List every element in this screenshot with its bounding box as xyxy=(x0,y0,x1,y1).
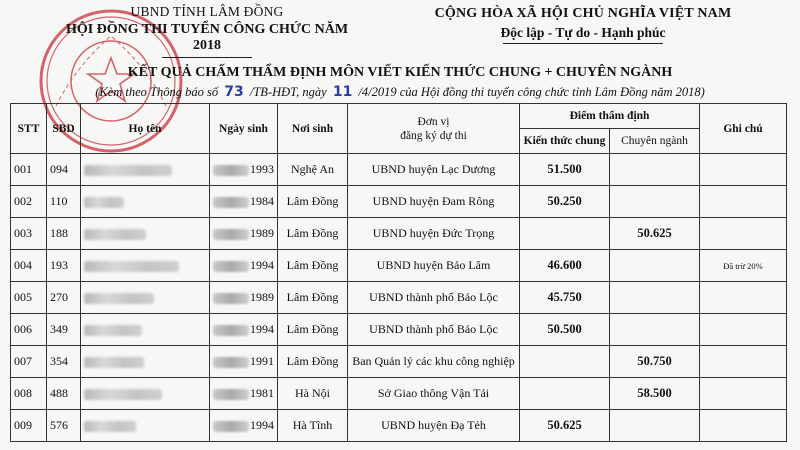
cell-name-redacted xyxy=(81,282,210,314)
unit-header-line1: Đơn vị xyxy=(417,115,450,128)
cell-score-general: 50.625 xyxy=(520,410,610,442)
cell-unit: UBND huyện Lạc Dương xyxy=(348,154,520,186)
cell-pob: Lâm Đồng xyxy=(278,314,348,346)
cell-score-specialized xyxy=(610,410,700,442)
cell-unit: Ban Quản lý các khu công nghiệp xyxy=(348,346,520,378)
cell-unit: UBND huyện Bảo Lâm xyxy=(348,250,520,282)
cell-stt: 006 xyxy=(11,314,47,346)
table-row xyxy=(11,346,787,378)
col-header-sbd: SBD xyxy=(47,104,81,154)
cell-name-redacted xyxy=(81,186,210,218)
birth-year: 1994 xyxy=(250,322,274,336)
redacted-name xyxy=(84,197,124,208)
cell-name-redacted xyxy=(81,154,210,186)
cell-score-general: 46.600 xyxy=(520,250,610,282)
col-header-unit xyxy=(348,104,520,154)
cell-pob: Nghệ An xyxy=(278,154,348,186)
cell-score-general: 50.250 xyxy=(520,186,610,218)
cell-name-redacted xyxy=(81,346,210,378)
cell-unit: UBND huyện Đạ Tẻh xyxy=(348,410,520,442)
redacted-date xyxy=(213,389,249,400)
col-header-stt: STT xyxy=(11,104,47,154)
cell-dob xyxy=(210,378,278,410)
table-row xyxy=(11,154,787,186)
table-row xyxy=(11,282,787,314)
cell-stt: 004 xyxy=(11,250,47,282)
birth-year: 1993 xyxy=(250,162,274,176)
cell-score-general: 50.500 xyxy=(520,314,610,346)
cell-score-specialized xyxy=(610,250,700,282)
table-row xyxy=(11,314,787,346)
cell-stt: 001 xyxy=(11,154,47,186)
redacted-name xyxy=(84,357,144,368)
cell-score-general xyxy=(520,378,610,410)
cell-dob xyxy=(210,346,278,378)
cell-stt: 005 xyxy=(11,282,47,314)
redacted-name xyxy=(84,261,179,272)
cell-score-specialized xyxy=(610,282,700,314)
redacted-name xyxy=(84,389,162,400)
province-committee-name: UBND TỈNH LÂM ĐỒNG xyxy=(130,4,284,19)
redacted-date xyxy=(213,293,249,304)
cell-dob xyxy=(210,154,278,186)
cell-pob: Hà Tĩnh xyxy=(278,410,348,442)
cell-sbd: 488 xyxy=(47,378,81,410)
cell-score-general xyxy=(520,218,610,250)
cell-sbd: 110 xyxy=(47,186,81,218)
cell-pob: Lâm Đồng xyxy=(278,186,348,218)
table-header-row xyxy=(11,104,787,129)
table-row xyxy=(11,410,787,442)
birth-year: 1994 xyxy=(250,258,274,272)
cell-pob: Lâm Đồng xyxy=(278,250,348,282)
redacted-date xyxy=(213,229,249,240)
table-row xyxy=(11,250,787,282)
cell-sbd: 576 xyxy=(47,410,81,442)
redacted-date xyxy=(213,357,249,368)
cell-stt: 009 xyxy=(11,410,47,442)
cell-stt: 007 xyxy=(11,346,47,378)
subtitle-part2: /TB-HĐT, ngày xyxy=(249,85,327,99)
republic-name: CỘNG HÒA XÃ HỘI CHỦ NGHĨA VIỆT NAM xyxy=(434,6,732,21)
cell-note xyxy=(700,282,787,314)
cell-sbd: 349 xyxy=(47,314,81,346)
cell-score-specialized: 50.625 xyxy=(610,218,700,250)
cell-name-redacted xyxy=(81,218,210,250)
cell-score-general xyxy=(520,346,610,378)
document-title: KẾT QUẢ CHẤM THẨM ĐỊNH MÔN VIẾT KIẾN THỨC CHUNG + CHUYÊN NGÀNH xyxy=(127,65,673,80)
cell-name-redacted xyxy=(81,410,210,442)
cell-dob xyxy=(210,410,278,442)
cell-dob xyxy=(210,218,278,250)
cell-stt: 002 xyxy=(11,186,47,218)
col-header-score-general: Kiến thức chung xyxy=(520,129,610,154)
cell-sbd: 354 xyxy=(47,346,81,378)
cell-score-specialized xyxy=(610,314,700,346)
cell-note: Đã trừ 20% xyxy=(700,250,787,282)
cell-unit: UBND huyện Đam Rông xyxy=(348,186,520,218)
national-header xyxy=(388,6,778,44)
cell-dob xyxy=(210,282,278,314)
cell-stt: 008 xyxy=(11,378,47,410)
cell-score-general: 45.750 xyxy=(520,282,610,314)
cell-note xyxy=(700,314,787,346)
birth-year: 1984 xyxy=(250,194,274,208)
col-header-score-specialized: Chuyên ngành xyxy=(610,129,700,154)
cell-sbd: 270 xyxy=(47,282,81,314)
cell-score-specialized xyxy=(610,186,700,218)
col-header-score-group: Điểm thẩm định xyxy=(520,104,700,129)
issuer-header xyxy=(62,4,352,58)
handwritten-day: 11 xyxy=(332,84,353,100)
cell-name-redacted xyxy=(81,250,210,282)
col-header-note: Ghi chú xyxy=(700,104,787,154)
cell-pob: Lâm Đồng xyxy=(278,218,348,250)
cell-note xyxy=(700,154,787,186)
cell-sbd: 094 xyxy=(47,154,81,186)
cell-sbd: 193 xyxy=(47,250,81,282)
cell-note xyxy=(700,186,787,218)
table-row xyxy=(11,218,787,250)
cell-pob: Hà Nội xyxy=(278,378,348,410)
cell-stt: 003 xyxy=(11,218,47,250)
handwritten-notice-number: 73 xyxy=(224,84,244,100)
redacted-name xyxy=(84,421,136,432)
redacted-name xyxy=(84,293,154,304)
cell-note xyxy=(700,346,787,378)
cell-dob xyxy=(210,250,278,282)
cell-note xyxy=(700,410,787,442)
motto-divider xyxy=(503,43,663,44)
unit-header-line2: đăng ký dự thi xyxy=(400,129,467,142)
cell-score-specialized: 58.500 xyxy=(610,378,700,410)
redacted-name xyxy=(84,229,146,240)
table-row xyxy=(11,186,787,218)
redacted-date xyxy=(213,261,249,272)
redacted-date xyxy=(213,165,249,176)
birth-year: 1991 xyxy=(250,354,274,368)
cell-unit: Sở Giao thông Vận Tải xyxy=(348,378,520,410)
redacted-date xyxy=(213,421,249,432)
cell-note xyxy=(700,218,787,250)
national-motto: Độc lập - Tự do - Hạnh phúc xyxy=(500,25,666,40)
redacted-date xyxy=(213,197,249,208)
table-body xyxy=(11,154,787,442)
birth-year: 1981 xyxy=(250,386,274,400)
redacted-name xyxy=(84,165,172,176)
cell-dob xyxy=(210,186,278,218)
cell-sbd: 188 xyxy=(47,218,81,250)
cell-unit: UBND thành phố Bảo Lộc xyxy=(348,314,520,346)
cell-pob: Lâm Đồng xyxy=(278,282,348,314)
cell-pob: Lâm Đồng xyxy=(278,346,348,378)
cell-dob xyxy=(210,314,278,346)
results-table xyxy=(10,103,787,442)
table-row xyxy=(11,378,787,410)
cell-score-general: 51.500 xyxy=(520,154,610,186)
document-subtitle xyxy=(0,84,800,100)
cell-unit: UBND huyện Đức Trọng xyxy=(348,218,520,250)
cell-score-specialized xyxy=(610,154,700,186)
col-header-dob: Ngày sinh xyxy=(210,104,278,154)
cell-note xyxy=(700,378,787,410)
birth-year: 1989 xyxy=(250,226,274,240)
cell-name-redacted xyxy=(81,314,210,346)
cell-score-specialized: 50.750 xyxy=(610,346,700,378)
redacted-name xyxy=(84,325,142,336)
col-header-pob: Nơi sinh xyxy=(278,104,348,154)
redacted-date xyxy=(213,325,249,336)
birth-year: 1989 xyxy=(250,290,274,304)
exam-council-name: HỘI ĐỒNG THI TUYỂN CÔNG CHỨC NĂM 2018 xyxy=(65,22,349,53)
birth-year: 1994 xyxy=(250,418,274,432)
cell-name-redacted xyxy=(81,378,210,410)
header-divider xyxy=(162,57,252,58)
col-header-name: Họ tên xyxy=(81,104,210,154)
subtitle-part1: (Kèm theo Thông báo số xyxy=(95,85,219,99)
subtitle-part3: /4/2019 của Hội đồng thi tuyển công chức tỉnh Lâm Đồng năm 2018) xyxy=(358,85,705,99)
cell-unit: UBND thành phố Bảo Lộc xyxy=(348,282,520,314)
